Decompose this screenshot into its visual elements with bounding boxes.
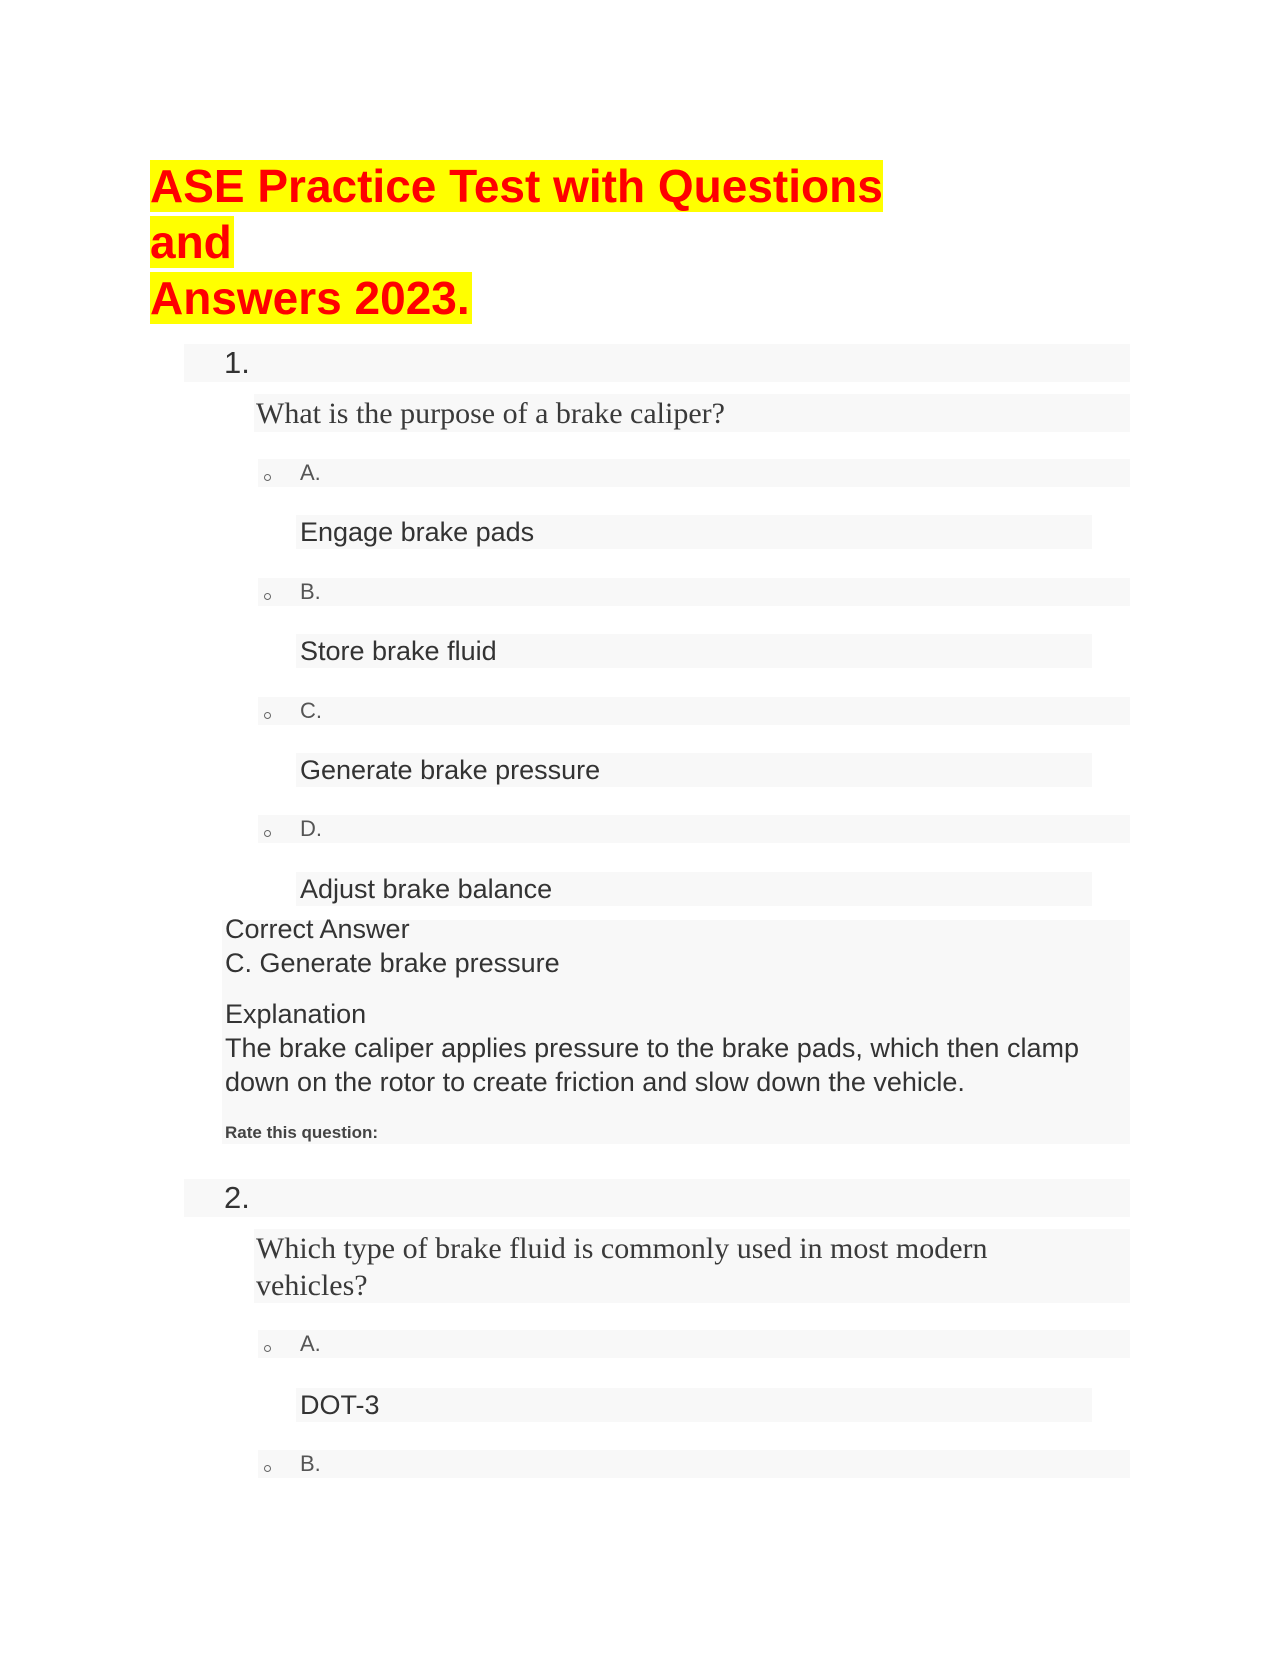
question-number-bar bbox=[184, 344, 1130, 382]
question-number-bar bbox=[184, 1179, 1130, 1217]
radio-circle-icon[interactable] bbox=[264, 593, 271, 600]
option-c-text: Generate brake pressure bbox=[300, 755, 601, 785]
option-d-bar[interactable] bbox=[258, 815, 1130, 843]
radio-circle-icon[interactable] bbox=[264, 474, 271, 481]
correct-answer-label: Correct Answer bbox=[225, 914, 410, 944]
option-b-bar[interactable] bbox=[258, 578, 1130, 606]
option-b-letter: B. bbox=[300, 1451, 321, 1476]
option-a-letter: A. bbox=[300, 460, 321, 485]
question-number: 2. bbox=[224, 1180, 250, 1215]
radio-circle-icon[interactable] bbox=[264, 830, 271, 837]
question-text-line-1: Which type of brake fluid is commonly used in most modern bbox=[256, 1232, 988, 1265]
option-a-text-bar bbox=[296, 1388, 1092, 1422]
page-title bbox=[150, 158, 950, 326]
option-b-letter: B. bbox=[300, 579, 321, 604]
explanation-text-line-1: The brake caliper applies pressure to the brake pads, which then clamp bbox=[225, 1033, 1079, 1063]
radio-circle-icon[interactable] bbox=[264, 1345, 271, 1352]
explanation-label: Explanation bbox=[225, 999, 367, 1029]
question-text-line-2: vehicles? bbox=[256, 1269, 368, 1302]
option-b-text: Store brake fluid bbox=[300, 636, 497, 666]
option-a-bar[interactable] bbox=[258, 1330, 1130, 1358]
option-a-bar[interactable] bbox=[258, 459, 1130, 487]
option-a-text: DOT-3 bbox=[300, 1390, 380, 1420]
explanation-text-line-2: down on the rotor to create friction and slow down the vehicle. bbox=[225, 1067, 965, 1097]
option-c-letter: C. bbox=[300, 698, 322, 723]
rate-question-label: Rate this question: bbox=[225, 1123, 379, 1142]
radio-circle-icon[interactable] bbox=[264, 712, 271, 719]
page-title-line-2: Answers 2023. bbox=[150, 272, 470, 324]
question-number: 1. bbox=[224, 345, 250, 380]
radio-circle-icon[interactable] bbox=[264, 1465, 271, 1472]
option-a-letter: A. bbox=[300, 1331, 321, 1356]
option-a-text: Engage brake pads bbox=[300, 517, 535, 547]
question-text: What is the purpose of a brake caliper? bbox=[256, 397, 725, 430]
option-d-text: Adjust brake balance bbox=[300, 874, 553, 904]
option-d-letter: D. bbox=[300, 816, 322, 841]
option-b-bar[interactable] bbox=[258, 1450, 1130, 1478]
option-c-bar[interactable] bbox=[258, 697, 1130, 725]
page-title-line-1: ASE Practice Test with Questions and bbox=[150, 160, 883, 268]
correct-answer-value: C. Generate brake pressure bbox=[225, 948, 560, 978]
